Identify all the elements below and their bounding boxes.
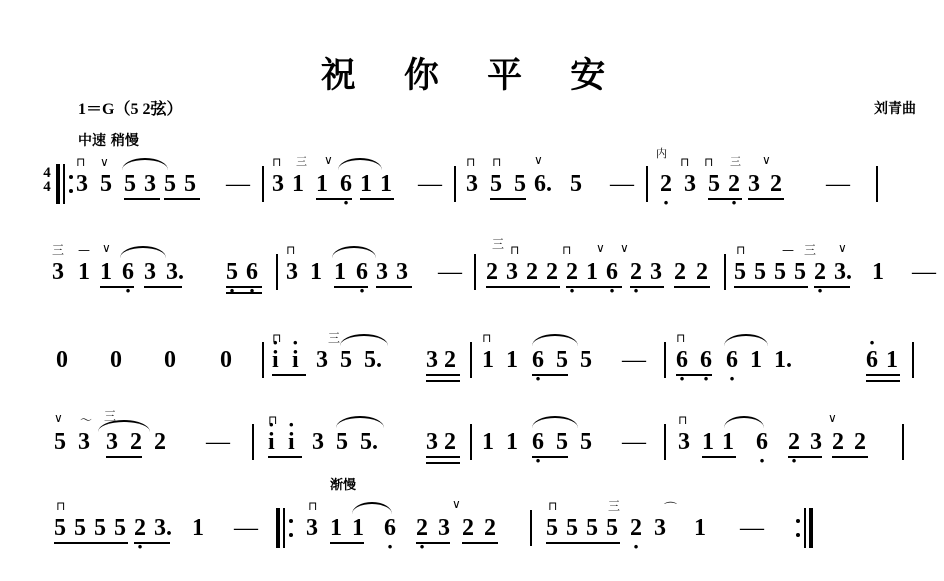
note: 5 [336,429,348,455]
note: 5 [100,171,112,197]
slur-mark [122,158,168,170]
note: 3 [316,347,328,373]
slide-mark: ～ [80,413,93,427]
note: 2 · [630,516,642,540]
fermata-mark: ⌒ [664,501,678,516]
note: 1 [100,259,112,285]
tempo-marking: 中速 稍慢 [78,133,139,149]
note: 1 [352,515,364,541]
note: 5 [774,259,786,285]
note: 3 [438,515,450,541]
note-extend: — [912,259,936,285]
bow-down-mark: ⊓ [736,243,746,257]
note: 5 [606,515,618,541]
note: 3 [144,171,156,197]
staff-row-2 [40,237,936,304]
staff-row-4 [40,410,920,474]
note: 1 [750,347,762,373]
note-dotted: 6 . [534,172,552,196]
note: 1 [330,515,342,541]
note-extend: — [234,515,258,541]
note: 3 [76,171,88,197]
note: 6 · [340,172,352,196]
slur-mark [332,246,376,258]
key-signature: 1＝G（5 2弦） [78,101,183,118]
note: 6 · [122,260,134,284]
note: 3 [426,347,438,373]
note: 2 · [566,260,578,284]
note: 3 [286,259,298,285]
staff-row-5 [40,496,920,560]
bow-up-mark: ∨ [452,497,461,511]
note: 1 [482,347,494,373]
note: 3 [654,515,666,541]
rest: 0 [110,347,122,373]
note: 2 · [630,260,642,284]
note: 6 · [756,430,768,454]
note: 1 [334,259,346,285]
bow-down-mark: ⊓ [678,413,688,427]
note-extend: — [740,515,764,541]
note-dotted: 3 . [166,260,184,284]
note: 2 [770,171,782,197]
note-extend: — [438,259,462,285]
note: 5 [546,515,558,541]
note: 2 · [416,516,428,540]
tempo-marking-2: 渐慢 [330,478,357,493]
slur-mark [338,158,382,170]
note: 5 [490,171,502,197]
bow-up-mark: ∨ [762,153,771,167]
bow-down-mark: ⊓ [510,243,520,257]
bow-down-mark: ⊓ [56,499,66,513]
slur-mark [532,334,578,346]
note: 3 [306,515,318,541]
note: 2 [674,259,686,285]
slide-mark: — [78,243,90,257]
note: 3 [426,429,438,455]
bow-down-mark: ⊓ [286,243,296,257]
note: 1 [586,259,598,285]
bow-down-mark: ⊓ [308,499,318,513]
note: 5 [340,347,352,373]
finger-mark: 三 [608,499,621,513]
note: 3 [466,171,478,197]
bow-up-mark: ∨ [324,153,333,167]
finger-mark: 三 [804,243,817,257]
note: 5 [566,515,578,541]
note: 3 [748,171,760,197]
note: 6 · [866,348,878,372]
note: 1 [310,259,322,285]
note: i · [288,430,295,454]
bow-down-mark: ⊓ [268,413,278,427]
note: 6 · [726,348,738,372]
note: 2 · [728,172,740,196]
finger-mark: 三 [328,331,341,345]
note: 5 [514,171,526,197]
bow-up-mark: ∨ [534,153,543,167]
note: 2 [444,347,456,373]
note: 6 · [356,260,368,284]
bow-down-mark: ⊓ [272,155,282,169]
note: 2 [696,259,708,285]
note: 3 [144,259,156,285]
bow-up-mark: ∨ [54,411,63,425]
note-dotted: 3 . [154,516,172,540]
note: 2 [486,259,498,285]
note: 3 [678,429,690,455]
note: 5 [754,259,766,285]
note: 5 [556,429,568,455]
slur-mark [340,334,388,346]
bow-down-mark: ⊓ [676,331,686,345]
note: 5 [580,347,592,373]
rest: 0 [164,347,176,373]
inner-string-mark: 内 [656,147,667,160]
note: 1 [694,515,706,541]
note: 2 [526,259,538,285]
note: 5 [580,429,592,455]
note: 1 [360,171,372,197]
bow-down-mark: ⊓ [272,331,282,345]
note: 5 [124,171,136,197]
note: 3 [684,171,696,197]
note: 2 [854,429,866,455]
staff-row-1 [40,147,920,216]
note: 2 [462,515,474,541]
note: 2 [154,429,166,455]
note: 5 [708,171,720,197]
note: 6 · [532,348,544,372]
note: 6 · [606,260,618,284]
note-extend: — [418,171,442,197]
note: 2 [130,429,142,455]
time-signature: 4 4 [43,165,51,195]
bow-down-mark: ⊓ [680,155,690,169]
note: 5 [74,515,86,541]
note: 1 [316,171,328,197]
note: 3 [106,429,118,455]
finger-mark: 三 [492,237,505,251]
note: 6 · [246,260,258,284]
note: i · [272,348,279,372]
note: 2 · [814,260,826,284]
slide-mark: — [782,243,794,257]
note: 2 [444,429,456,455]
note: 6 · [700,348,712,372]
note-extend: — [622,429,646,455]
note: 6 · [532,430,544,454]
note-extend: — [226,171,250,197]
bow-down-mark: ⊓ [562,243,572,257]
bow-up-mark: ∨ [596,241,605,255]
note: 3 [312,429,324,455]
note: 5 [794,259,806,285]
note: 5 [184,171,196,197]
finger-mark: 三 [52,243,65,257]
rest: 0 [220,347,232,373]
note: 1 [506,347,518,373]
bow-up-mark: ∨ [100,155,109,169]
note: 1 [192,515,204,541]
note: 1 [482,429,494,455]
staff-row-3 [40,328,920,392]
note: 3 [396,259,408,285]
note-extend: — [610,171,634,197]
finger-mark: 三 [104,409,117,423]
note: 3 [376,259,388,285]
note: 5 [114,515,126,541]
slur-mark [120,246,166,258]
note-extend: — [826,171,850,197]
bow-up-mark: ∨ [828,411,837,425]
note: 5 [734,259,746,285]
note: 5 [54,515,66,541]
note: 2 · [660,172,672,196]
bow-down-mark: ⊓ [704,155,714,169]
note-dotted: 5 . [364,348,382,372]
note: 1 [872,259,884,285]
note: 5 [586,515,598,541]
note-extend: — [622,347,646,373]
note: i · [292,348,299,372]
note-dotted: 5 . [360,430,378,454]
note: 1 [78,259,90,285]
slur-mark [724,334,768,346]
note: 1 [380,171,392,197]
note: 3 [506,259,518,285]
note: 5 [570,171,582,197]
slur-mark [336,416,384,428]
note-extend: — [206,429,230,455]
bow-up-mark: ∨ [620,241,629,255]
bow-down-mark: ⊓ [76,155,86,169]
slur-mark [724,416,764,428]
note-dotted: 3 . [834,260,852,284]
note: 3 [52,259,64,285]
rest: 0 [56,347,68,373]
note-dotted: 1 . [774,348,792,372]
note: 2 [546,259,558,285]
note: 3 [650,259,662,285]
note: 6 · [384,516,396,540]
note: i · [268,430,275,454]
bow-up-mark: ∨ [838,241,847,255]
note: 5 · [226,260,238,284]
note: 1 [722,429,734,455]
page-title: 祝 你 平 安 [320,55,624,96]
note: 1 [702,429,714,455]
note: 1 [292,171,304,197]
note: 5 [556,347,568,373]
note: 5 [94,515,106,541]
bow-down-mark: ⊓ [548,499,558,513]
note: 2 [832,429,844,455]
slur-mark [352,502,392,514]
note: 6 · [676,348,688,372]
note: 2 · [788,430,800,454]
note: 5 [164,171,176,197]
bow-down-mark: ⊓ [492,155,502,169]
note: 1 [886,347,898,373]
note: 5 [54,429,66,455]
note: 2 [484,515,496,541]
note: 1 [506,429,518,455]
slur-mark [532,416,578,428]
note: 3 [810,429,822,455]
composer-credit: 刘青曲 [874,101,916,117]
note: 3 [78,429,90,455]
bow-up-mark: ∨ [102,241,111,255]
note: 2 · [134,516,146,540]
finger-mark: 三 [730,155,741,168]
note: 3 [272,171,284,197]
bow-down-mark: ⊓ [482,331,492,345]
finger-mark: 三 [296,155,307,168]
bow-down-mark: ⊓ [466,155,476,169]
